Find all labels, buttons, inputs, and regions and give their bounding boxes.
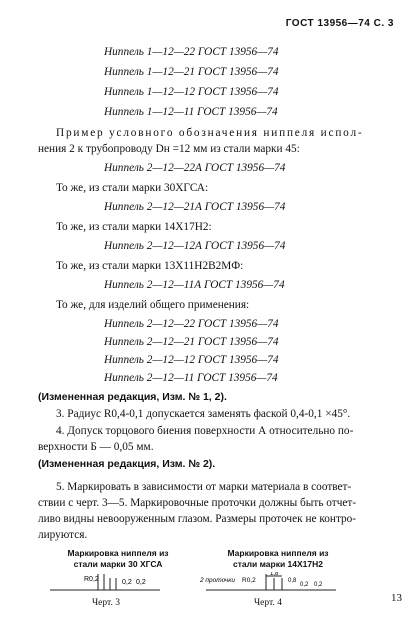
text-line: Пример условного обозначения ниппеля испол- (56, 127, 364, 139)
text-line: 3. Радиус R0,4-0,1 допускается заменять фаской 0,4-0,1 ×45°. (56, 408, 351, 420)
text-line: 5. Маркировать в зависимости от марки материала в соответ- (56, 481, 352, 493)
text-line: Ниппель 2—12—12 ГОСТ 13956—74 (104, 354, 279, 366)
text-line: (Измененная редакция, Изм. № 1, 2). (38, 391, 227, 403)
page-header: ГОСТ 13956—74 С. 3 (285, 18, 394, 29)
fig3-dim-radius: R0,2 (84, 576, 99, 583)
text-line: Ниппель 1—12—11 ГОСТ 13956—74 (104, 106, 278, 118)
text-line: ливо видны невооруженным глазом. Размеры проточек не контро- (38, 513, 357, 525)
fig4-dim-pitch: 0,8 (288, 578, 297, 584)
fig4-grooves-label: 2 проточки (200, 577, 235, 584)
text-line: нения 2 к трубопроводу Dн =12 мм из стали марки 45: (38, 143, 300, 155)
text-line: То же, для изделий общего применения: (56, 299, 250, 311)
text-line: Ниппель 2—12—21 ГОСТ 13956—74 (104, 336, 279, 348)
fig4-dim-b: 0,2 (314, 582, 323, 588)
text-line: То же, из стали марки 14Х17Н2: (56, 221, 212, 233)
figure-3-label: Черт. 3 (92, 598, 120, 608)
figure-4-drawing (196, 572, 346, 594)
text-line: Ниппель 2—12—11А ГОСТ 13956—74 (104, 279, 285, 291)
text-line: Ниппель 2—12—22А ГОСТ 13956—74 (104, 162, 286, 174)
text-line: 4. Допуск торцового биения поверхности А относительно по- (56, 425, 354, 437)
text-line: То же, из стали марки 30ХГСА: (56, 182, 209, 194)
figure-3-drawing (40, 572, 170, 594)
fig3-dim-b: 0,2 (136, 579, 146, 586)
figure-4-caption: Маркировка ниппеля из стали марки 14Х17Н2 (227, 548, 329, 569)
figure-3-caption: Маркировка ниппеля из стали марки 30 ХГСА (67, 548, 169, 569)
text-line: ствии с черт. 3—5. Маркировочные проточки должны быть отчет- (38, 497, 357, 509)
figure-4-label: Черт. 4 (254, 598, 282, 608)
text-line: (Измененная редакция, Изм. № 2). (38, 458, 216, 470)
text-line: Ниппель 2—12—21А ГОСТ 13956—74 (104, 201, 286, 213)
text-line: Ниппель 2—12—11 ГОСТ 13956—74 (104, 372, 278, 384)
text-line: Ниппель 1—12—12 ГОСТ 13956—74 (104, 86, 279, 98)
text-line: лируются. (38, 529, 88, 541)
fig4-dim-width: 1,8 (270, 572, 279, 577)
fig4-dim-a: 0,2 (300, 582, 309, 588)
text-line: Ниппель 2—12—12А ГОСТ 13956—74 (104, 240, 286, 252)
text-line: верхности Б — 0,05 мм. (38, 441, 154, 453)
page-number: 13 (391, 592, 402, 604)
fig3-dim-a: 0,2 (122, 579, 132, 586)
text-line: Ниппель 2—12—22 ГОСТ 13956—74 (104, 318, 279, 330)
text-line: Ниппель 1—12—21 ГОСТ 13956—74 (104, 66, 279, 78)
text-line: То же, из стали марки 13Х11Н2В2МФ: (56, 260, 244, 272)
text-line: Ниппель 1—12—22 ГОСТ 13956—74 (104, 46, 279, 58)
fig4-dim-radius: R0,2 (242, 577, 256, 584)
